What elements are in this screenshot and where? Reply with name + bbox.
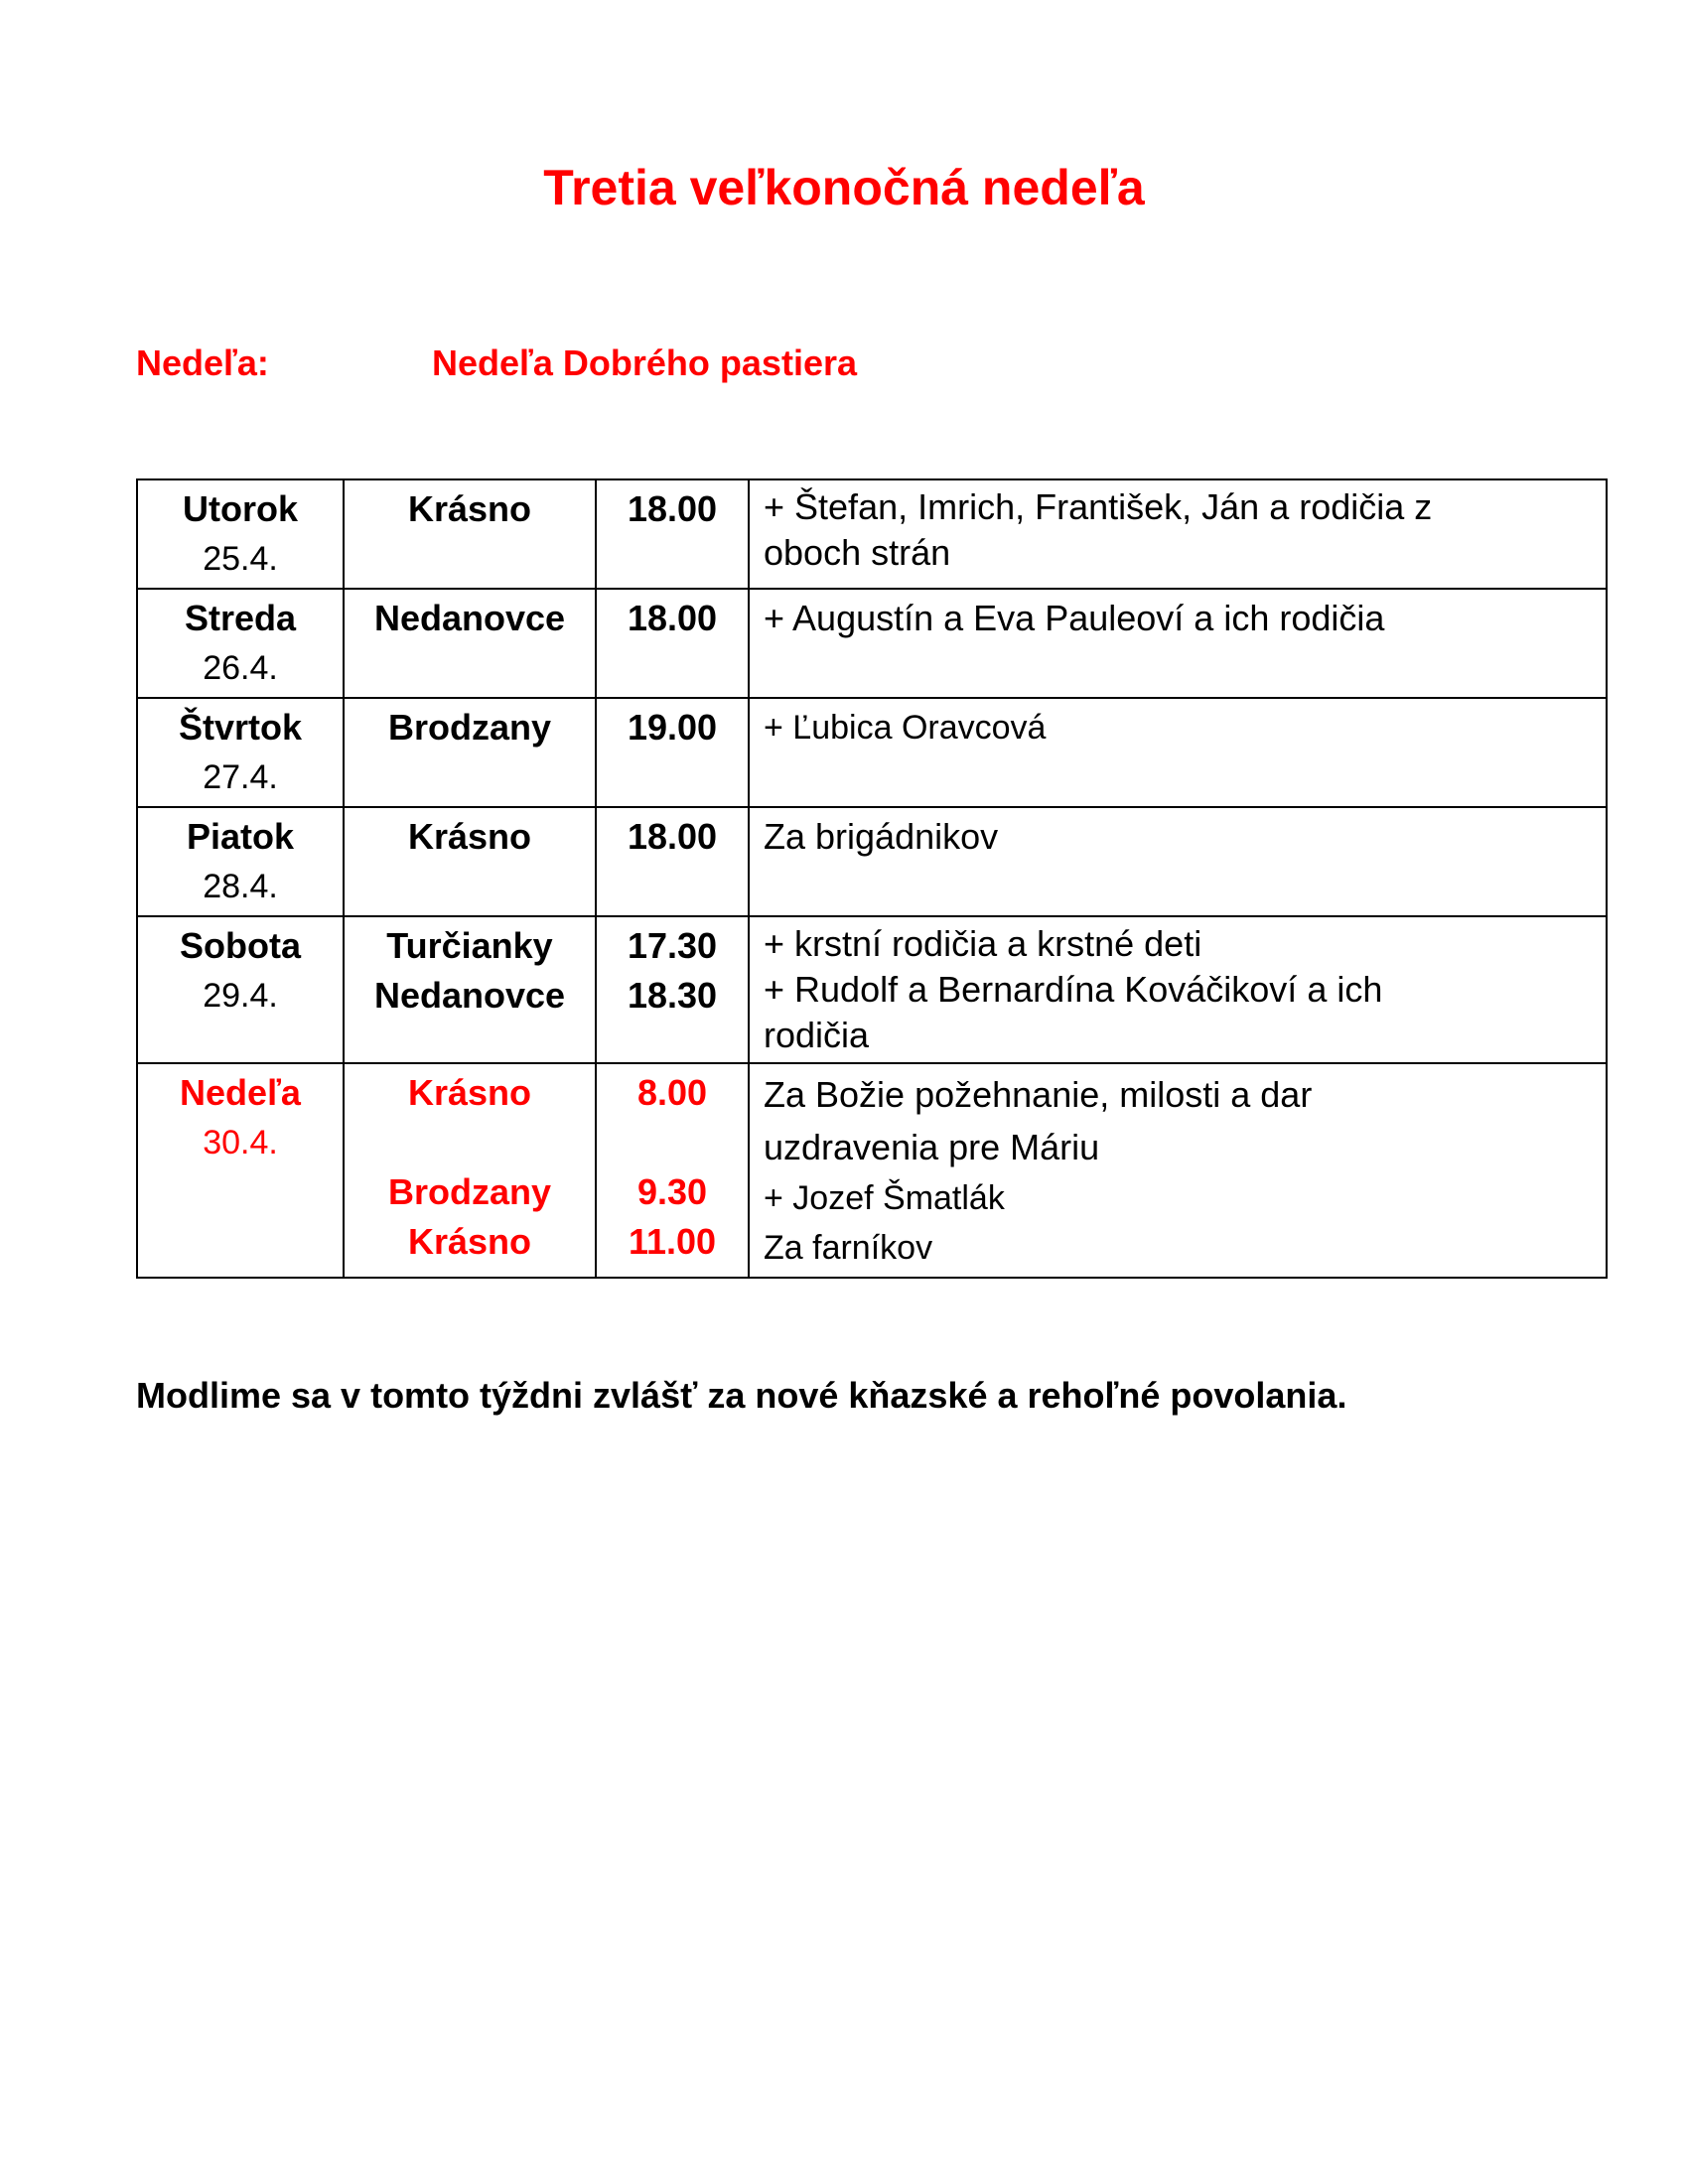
time: 17.30 — [627, 925, 718, 966]
table-row — [137, 479, 1607, 589]
table-row — [137, 589, 1607, 698]
time: 18.00 — [627, 598, 718, 638]
day-cell — [137, 698, 344, 807]
day-cell — [137, 807, 344, 916]
place: Nedanovce — [373, 975, 566, 1016]
table-row — [137, 916, 1607, 1063]
time-cell — [596, 589, 749, 698]
intention: + Štefan, Imrich, František, Ján a rodičia z oboch strán — [764, 486, 1433, 573]
time-cell — [596, 479, 749, 589]
place: Nedanovce — [373, 598, 566, 638]
sunday-name: Nedeľa Dobrého pastiera — [432, 342, 857, 383]
day-name: Štvrtok — [178, 707, 303, 748]
intention: + Rudolf a Bernardína Kováčikoví a ich rodičia — [764, 969, 1383, 1055]
day-name: Sobota — [180, 925, 301, 966]
day-name: Streda — [184, 598, 297, 638]
table-row — [137, 807, 1607, 916]
day-date: 29.4. — [203, 977, 278, 1015]
place-cell — [344, 589, 596, 698]
intention-cell — [749, 589, 1607, 698]
place: Brodzany — [387, 707, 552, 748]
intention: Za brigádnikov — [764, 816, 999, 857]
place-cell — [344, 916, 596, 1063]
intention: + Jozef Šmatlák — [764, 1179, 1005, 1217]
place-cell — [344, 698, 596, 807]
page-title: Tretia veľkonočná nedeľa — [543, 160, 1145, 215]
intention: + Ľubica Oravcová — [764, 709, 1047, 747]
time-cell — [596, 1063, 749, 1278]
time: 9.30 — [636, 1171, 708, 1212]
place: Krásno — [407, 1072, 532, 1113]
time: 18.00 — [627, 816, 718, 857]
day-date: 26.4. — [203, 649, 278, 687]
place-cell — [344, 1063, 596, 1278]
day-cell — [137, 589, 344, 698]
intention-cell — [749, 916, 1607, 1063]
time: 19.00 — [627, 707, 718, 748]
table-row — [137, 698, 1607, 807]
day-name: Nedeľa — [180, 1072, 301, 1113]
intention: + krstní rodičia a krstné deti — [764, 923, 1202, 964]
intention-cell — [749, 807, 1607, 916]
intention: + Augustín a Eva Pauleoví a ich rodičia — [764, 598, 1385, 638]
time: 11.00 — [628, 1221, 717, 1262]
day-date: 25.4. — [203, 540, 278, 578]
intention-cell — [749, 698, 1607, 807]
place: Krásno — [407, 1221, 532, 1262]
day-cell — [137, 1063, 344, 1278]
time-cell — [596, 916, 749, 1063]
place: Krásno — [407, 488, 532, 529]
intention: Za Božie požehnanie, milosti a dar uzdravenia pre Máriu — [764, 1074, 1313, 1167]
time-cell — [596, 698, 749, 807]
day-date: 30.4. — [203, 1124, 278, 1161]
place: Krásno — [407, 816, 532, 857]
sunday-label: Nedeľa: — [136, 342, 269, 383]
intention-cell — [749, 1063, 1607, 1278]
intention: Za farníkov — [764, 1229, 933, 1267]
place: Brodzany — [387, 1171, 552, 1212]
time: 8.00 — [636, 1072, 708, 1113]
prayer-note: Modlime sa v tomto týždni zvlášť za nové kňazské a rehoľné povolania. — [136, 1375, 1347, 1416]
day-cell — [137, 479, 344, 589]
table-row — [137, 1063, 1607, 1278]
intention-cell — [749, 479, 1607, 589]
time: 18.30 — [627, 975, 718, 1016]
day-cell — [137, 916, 344, 1063]
time: 18.00 — [627, 488, 718, 529]
day-date: 27.4. — [203, 758, 278, 796]
time-cell — [596, 807, 749, 916]
place-cell — [344, 479, 596, 589]
mass-schedule-table — [136, 478, 1608, 1279]
place: Turčianky — [386, 925, 553, 966]
day-name: Utorok — [183, 488, 298, 529]
day-name: Piatok — [186, 816, 295, 857]
day-date: 28.4. — [203, 868, 278, 905]
place-cell — [344, 807, 596, 916]
